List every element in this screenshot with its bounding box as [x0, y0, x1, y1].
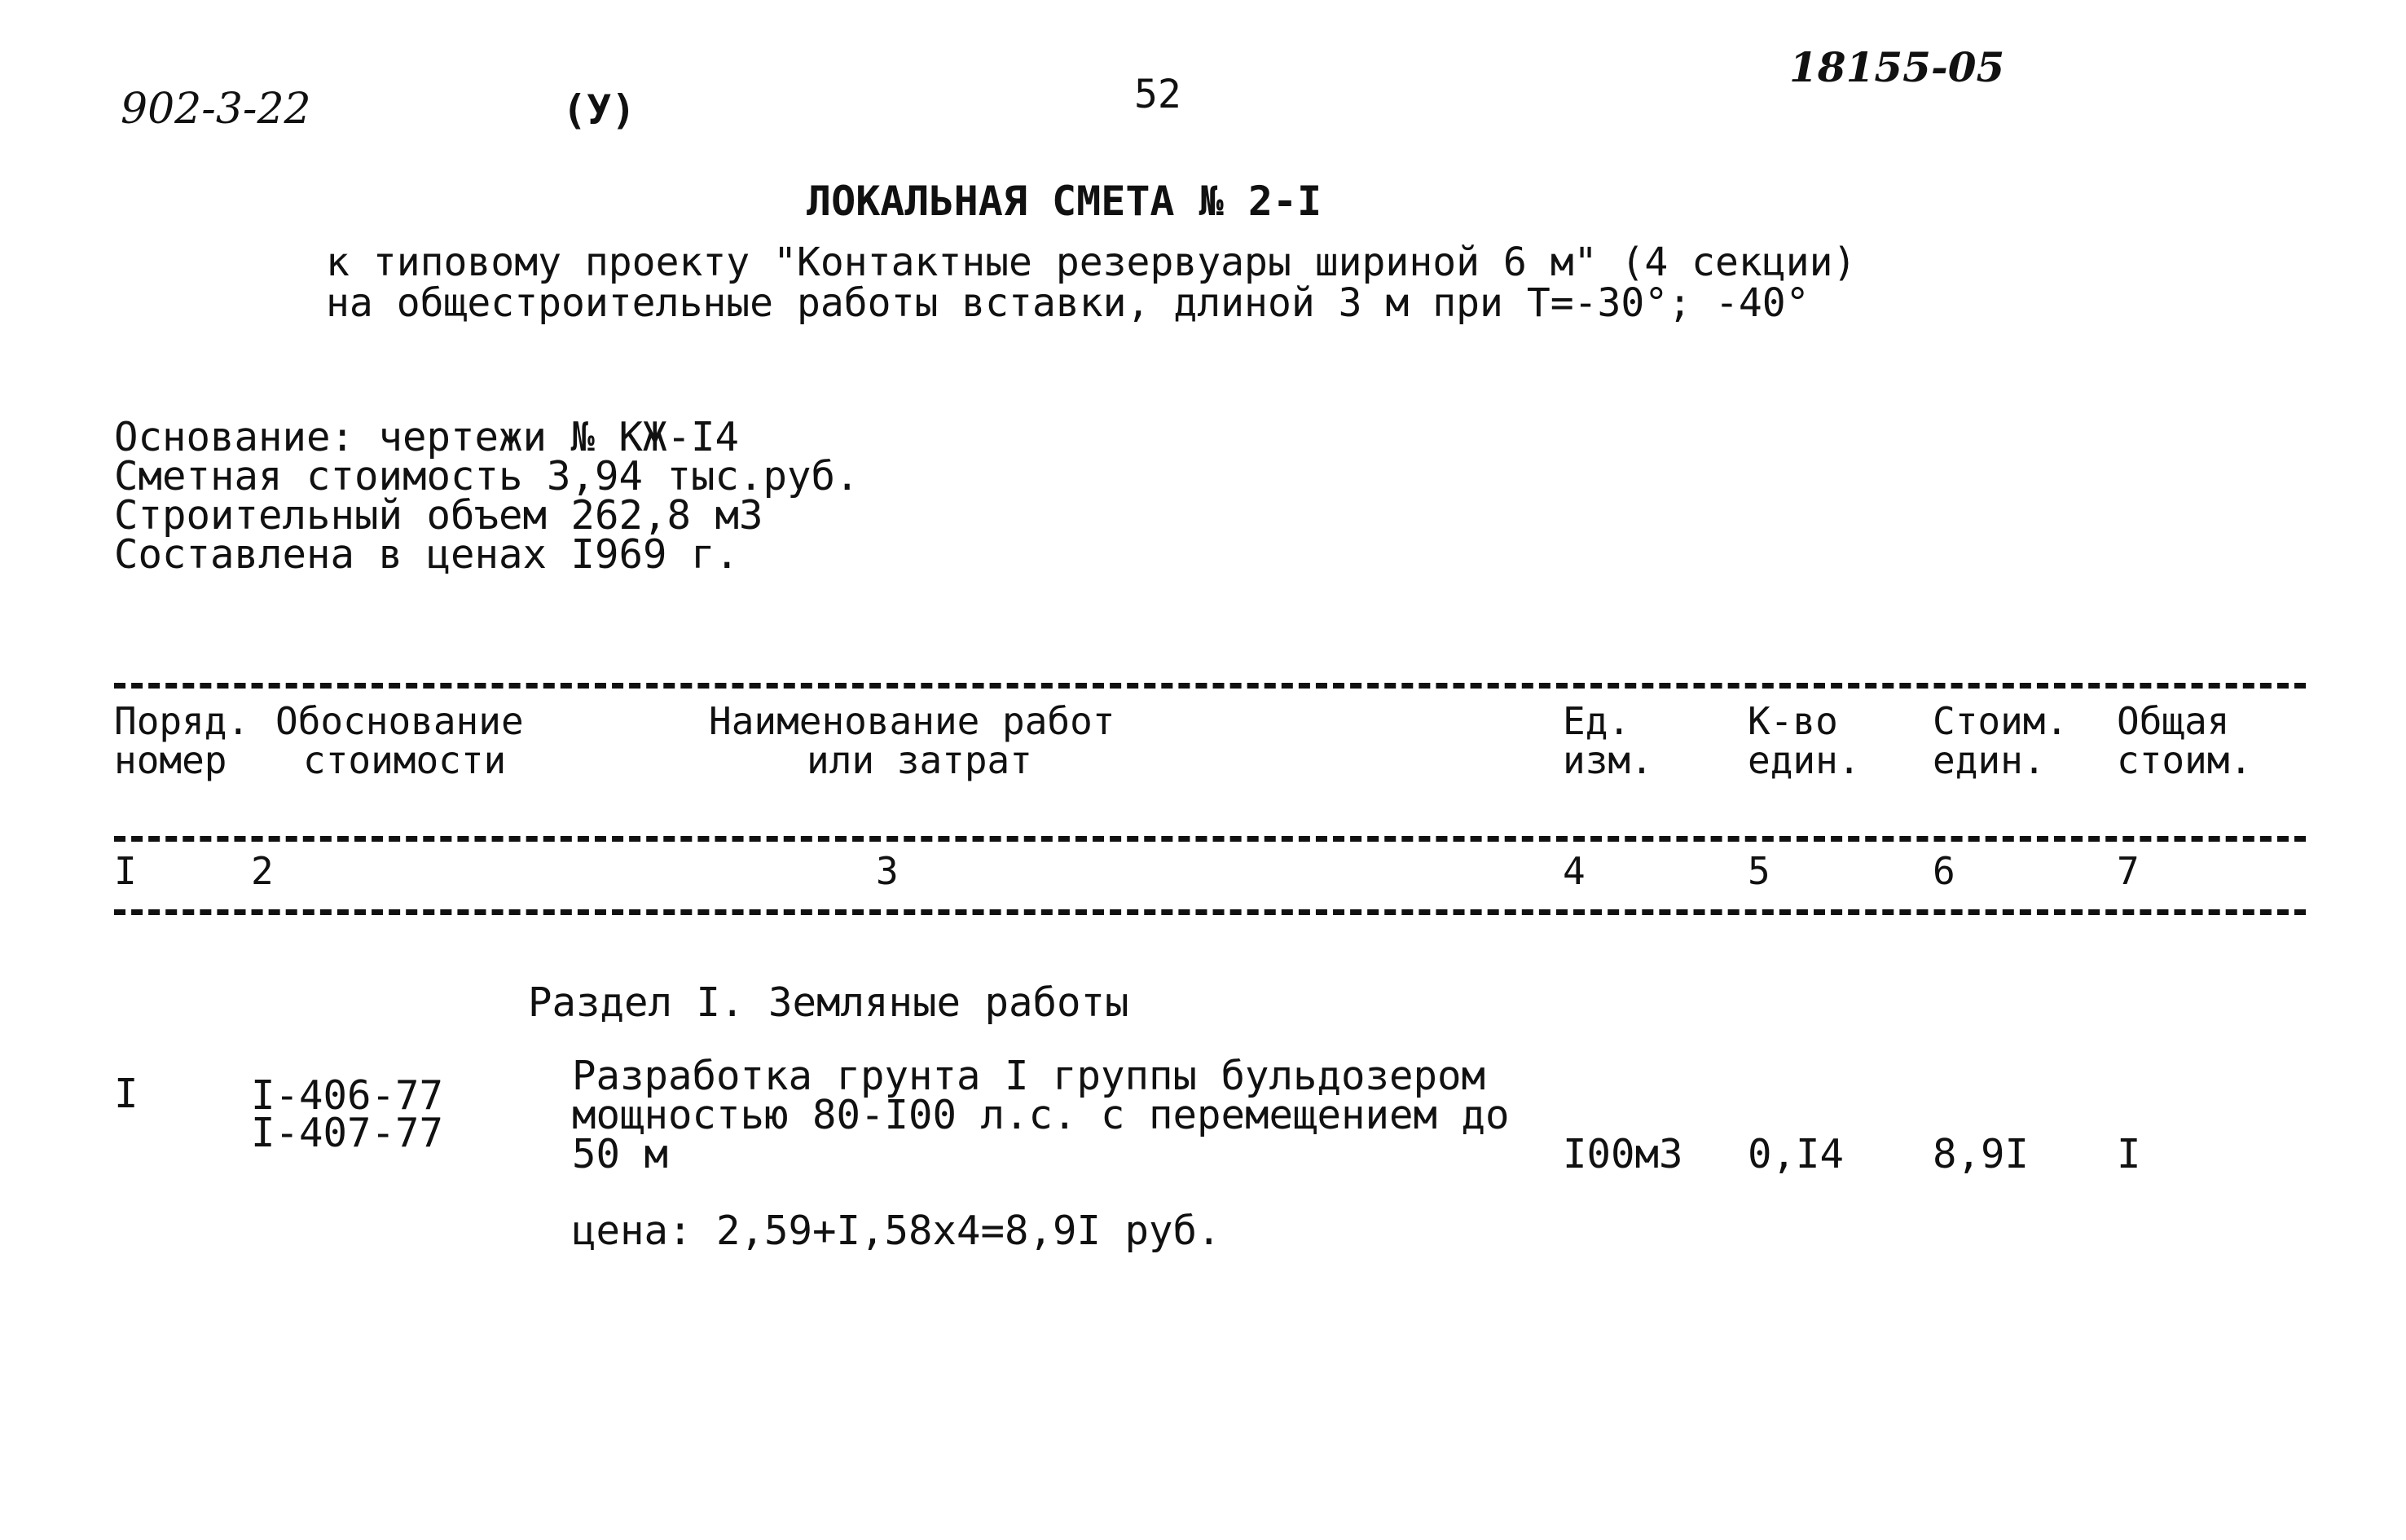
row-1-basis-line2: I-407-77 [251, 1110, 444, 1156]
col-header-name-line1: Наименование работ [709, 699, 1115, 743]
row-1-unit-cost: 8,9I [1933, 1131, 2030, 1177]
col-header-basis-line1: Обоснование [275, 699, 524, 743]
document-marker: (У) [562, 86, 636, 134]
table-numbers-rule [114, 909, 2306, 915]
col-header-qty-line2: един. [1748, 738, 1861, 782]
col-header-unit-cost-line2: един. [1933, 738, 2046, 782]
col-header-name-line2: или затрат [807, 738, 1032, 782]
section-title: Раздел I. Земляные работы [528, 979, 1129, 1026]
col-number-7: 7 [2117, 849, 2140, 893]
table-header-rule [114, 836, 2306, 842]
row-1-price-note: цена: 2,59+I,58х4=8,9I руб. [572, 1208, 1221, 1254]
col-header-unit-cost-line1: Стоим. [1933, 699, 2069, 743]
col-header-unit-line2: изм. [1563, 738, 1653, 782]
col-header-order-line2: номер [114, 738, 227, 782]
subtitle-line-2: на общестроительные работы вставки, длиной 3 м при Т=-30°; -40° [326, 280, 1810, 326]
document-code: 902-3-22 [121, 85, 311, 134]
col-number-2: 2 [251, 849, 274, 893]
info-building-volume: Строительный объем 262,8 м3 [114, 492, 763, 539]
row-1-number: I [114, 1071, 139, 1117]
row-1-name-line3: 50 м [572, 1131, 669, 1177]
col-number-6: 6 [1933, 849, 1955, 893]
info-basis: Основание: чертежи № КЖ-I4 [114, 414, 740, 460]
row-1-name-line2: мощностью 80-I00 л.с. с перемещением до [572, 1092, 1510, 1138]
col-header-order-line1: Поряд. [114, 699, 250, 743]
subtitle-line-1: к типовому проекту "Контактные резервуары шириной 6 м" (4 секции) [326, 240, 1857, 285]
document-title: ЛОКАЛЬНАЯ СМЕТА № 2-I [807, 178, 1322, 225]
info-estimated-cost: Сметная стоимость 3,94 тыс.руб. [114, 453, 860, 499]
row-1-total: I [2117, 1131, 2141, 1177]
col-number-3: 3 [876, 849, 899, 893]
row-1-unit: I00м3 [1563, 1131, 1683, 1177]
col-header-total-line1: Общая [2117, 699, 2230, 743]
col-header-unit-line1: Ед. [1563, 699, 1631, 743]
info-price-basis: Составлена в ценах I969 г. [114, 531, 740, 578]
page-number: 52 [1134, 72, 1181, 117]
col-number-5: 5 [1748, 849, 1770, 893]
row-1-quantity: 0,I4 [1748, 1131, 1845, 1177]
col-number-1: I [114, 849, 137, 893]
col-header-total-line2: стоим. [2117, 738, 2253, 782]
col-header-basis-line2: стоимости [303, 738, 507, 782]
row-1-name-line1: Разработка грунта I группы бульдозером [572, 1053, 1486, 1099]
table-top-rule [114, 683, 2306, 689]
col-number-4: 4 [1563, 849, 1586, 893]
handwritten-number: 18155-05 [1789, 43, 2005, 91]
row-1-basis-line1: I-406-77 [251, 1072, 444, 1119]
col-header-qty-line1: К-во [1748, 699, 1838, 743]
